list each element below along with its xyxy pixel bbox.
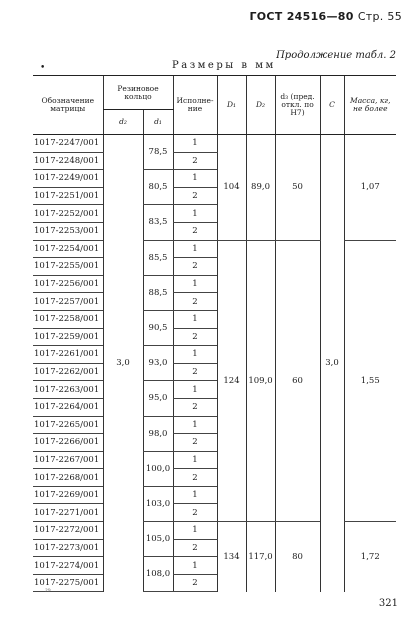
designation-cell: 1017-2265/001 (33, 416, 103, 434)
execution-cell: 1 (173, 240, 217, 258)
mass-cell: 1,55 (344, 240, 396, 522)
D1-cell: 124 (217, 240, 246, 522)
designation-cell: 1017-2251/001 (33, 187, 103, 205)
designation-cell: 1017-2259/001 (33, 328, 103, 346)
execution-cell: 1 (173, 557, 217, 575)
d1-cell: 83,5 (143, 205, 173, 240)
D1-cell: 134 (217, 522, 246, 592)
designation-cell: 1017-2253/001 (33, 222, 103, 240)
header-rubber-ring: Резиновое кольцо (103, 76, 173, 110)
d1-cell: 80,5 (143, 170, 173, 205)
designation-cell: 1017-2248/001 (33, 152, 103, 170)
header-execution: Исполне-ние (173, 76, 217, 135)
d3-cell: 50 (275, 135, 320, 241)
continuation-note: Продолжение табл. 2 (276, 50, 396, 61)
page-reference: Стр. 55 (357, 10, 402, 23)
D2-cell: 109,0 (246, 240, 275, 522)
designation-cell: 1017-2262/001 (33, 363, 103, 381)
d1-cell: 103,0 (143, 486, 173, 521)
header-d2: d₂ (103, 110, 143, 135)
execution-cell: 2 (173, 293, 217, 311)
designation-cell: 1017-2254/001 (33, 240, 103, 258)
execution-cell: 2 (173, 258, 217, 276)
designation-cell: 1017-2255/001 (33, 258, 103, 276)
execution-cell: 2 (173, 222, 217, 240)
header-C: C (320, 76, 344, 135)
D2-cell: 89,0 (246, 135, 275, 241)
execution-cell: 2 (173, 434, 217, 452)
table-body (33, 135, 396, 592)
execution-cell: 1 (173, 522, 217, 540)
execution-cell: 1 (173, 170, 217, 188)
d1-cell: 78,5 (143, 135, 173, 170)
designation-cell: 1017-2261/001 (33, 346, 103, 364)
execution-cell: 2 (173, 469, 217, 487)
designation-cell: 1017-2249/001 (33, 170, 103, 188)
designation-cell: 1017-2271/001 (33, 504, 103, 522)
d2-cell: 3,0 (103, 135, 143, 592)
standard-number: ГОСТ 24516—80 (249, 10, 354, 23)
D2-cell: 117,0 (246, 522, 275, 592)
designation-cell: 1017-2263/001 (33, 381, 103, 399)
d1-cell: 108,0 (143, 557, 173, 592)
d1-cell: 98,0 (143, 416, 173, 451)
footer-mark: ²⁹ (45, 588, 51, 596)
d1-cell: 93,0 (143, 346, 173, 381)
designation-cell: 1017-2252/001 (33, 205, 103, 223)
execution-cell: 1 (173, 346, 217, 364)
designation-cell: 1017-2267/001 (33, 451, 103, 469)
header-D2: D₂ (246, 76, 275, 135)
execution-cell: 2 (173, 152, 217, 170)
execution-cell: 1 (173, 416, 217, 434)
designation-cell: 1017-2274/001 (33, 557, 103, 575)
execution-cell: 2 (173, 328, 217, 346)
designation-cell: 1017-2258/001 (33, 310, 103, 328)
designation-cell: 1017-2256/001 (33, 275, 103, 293)
header-D1: D₁ (217, 76, 246, 135)
d1-cell: 105,0 (143, 522, 173, 557)
execution-cell: 2 (173, 398, 217, 416)
dimensions-table (33, 75, 396, 592)
d1-cell: 90,5 (143, 310, 173, 345)
designation-cell: 1017-2266/001 (33, 434, 103, 452)
margin-dot: • (40, 63, 46, 73)
designation-cell: 1017-2264/001 (33, 398, 103, 416)
execution-cell: 2 (173, 574, 217, 592)
execution-cell: 2 (173, 539, 217, 557)
header-d1: d₁ (143, 110, 173, 135)
designation-cell: 1017-2269/001 (33, 486, 103, 504)
execution-cell: 1 (173, 486, 217, 504)
designation-cell: 1017-2273/001 (33, 539, 103, 557)
execution-cell: 2 (173, 187, 217, 205)
execution-cell: 1 (173, 381, 217, 399)
units-caption: Размеры в мм (172, 60, 276, 71)
D1-cell: 104 (217, 135, 246, 241)
execution-cell: 1 (173, 135, 217, 153)
mass-cell: 1,07 (344, 135, 396, 241)
header-designation: Обозначение матрицы (33, 76, 103, 135)
header-mass: Масса, кг, не более (344, 76, 396, 135)
execution-cell: 2 (173, 363, 217, 381)
designation-cell: 1017-2247/001 (33, 135, 103, 153)
d1-cell: 85,5 (143, 240, 173, 275)
execution-cell: 2 (173, 504, 217, 522)
page-number: 321 (378, 598, 398, 609)
execution-cell: 1 (173, 451, 217, 469)
designation-cell: 1017-2272/001 (33, 522, 103, 540)
d3-cell: 80 (275, 522, 320, 592)
execution-cell: 1 (173, 310, 217, 328)
page-header (249, 10, 402, 23)
execution-cell: 1 (173, 275, 217, 293)
d3-cell: 60 (275, 240, 320, 522)
designation-cell: 1017-2257/001 (33, 293, 103, 311)
mass-cell: 1,72 (344, 522, 396, 592)
execution-cell: 1 (173, 205, 217, 223)
table-row (33, 135, 396, 153)
header-d3: d₃ (пред. откл. по Н7) (275, 76, 320, 135)
designation-cell: 1017-2268/001 (33, 469, 103, 487)
d1-cell: 88,5 (143, 275, 173, 310)
d1-cell: 100,0 (143, 451, 173, 486)
d1-cell: 95,0 (143, 381, 173, 416)
C-cell: 3,0 (320, 135, 344, 592)
designation-cell: 1017-2275/001 (33, 574, 103, 592)
